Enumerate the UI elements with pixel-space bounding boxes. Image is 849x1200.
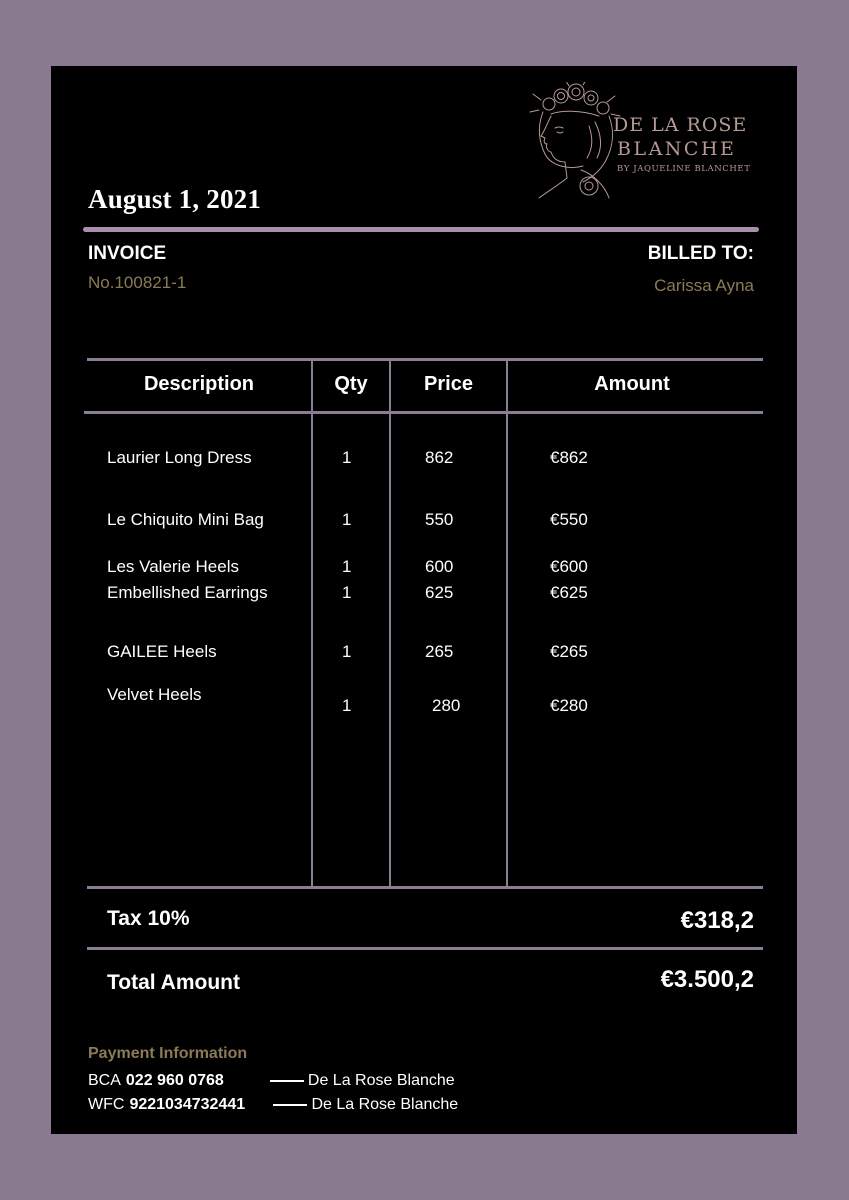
invoice-date: August 1, 2021: [88, 184, 262, 214]
item-qty: 1: [342, 557, 352, 576]
header-divider: [83, 227, 759, 232]
table-column-divider: [311, 360, 313, 887]
payment-account-row: [88, 1072, 455, 1090]
item-amount: €600: [550, 557, 588, 576]
item-qty: 1: [342, 642, 352, 661]
payment-account-row: [88, 1096, 458, 1114]
item-description: Embellished Earrings: [107, 583, 268, 602]
column-header-description: Description: [143, 373, 255, 395]
dash-separator: [273, 1104, 307, 1106]
item-price: 625: [425, 583, 454, 602]
item-price: 265: [425, 642, 454, 661]
item-amount: €550: [550, 510, 588, 529]
totals-divider: [87, 947, 763, 950]
invoice-label: INVOICE: [88, 243, 167, 264]
column-header-qty: Qty: [334, 373, 368, 395]
account-number: 9221034732441: [129, 1096, 246, 1113]
table-bottom-border: [87, 886, 763, 889]
item-qty: 1: [342, 448, 352, 467]
item-qty: 1: [342, 510, 352, 529]
table-column-divider: [389, 360, 391, 887]
table-header-border: [84, 411, 763, 414]
item-description: Laurier Long Dress: [107, 448, 252, 467]
brand-tagline: BY JAQUELINE BLANCHET: [617, 164, 751, 174]
item-amount: €280: [550, 696, 588, 715]
brand-name-line-2: BLANCHE: [617, 138, 737, 160]
billed-to-name: Carissa Ayna: [654, 276, 754, 295]
dash-separator: [270, 1080, 304, 1082]
column-header-amount: Amount: [594, 373, 670, 395]
item-price: 862: [425, 448, 454, 467]
billed-to-label: BILLED TO:: [647, 243, 754, 264]
total-amount-label: Total Amount: [107, 971, 240, 994]
brand-name-line-1: DE LA ROSE: [613, 114, 748, 136]
account-holder: De La Rose Blanche: [307, 1072, 455, 1089]
bank-name: WFC: [88, 1096, 125, 1113]
total-amount-value: €3.500,2: [660, 966, 754, 993]
item-description: Les Valerie Heels: [107, 557, 239, 576]
item-description: GAILEE Heels: [107, 642, 217, 661]
item-qty: 1: [342, 696, 352, 715]
item-qty: 1: [342, 583, 352, 602]
item-amount: €862: [550, 448, 588, 467]
tax-value: €318,2: [680, 907, 754, 934]
item-description: Velvet Heels: [107, 685, 202, 704]
item-amount: €265: [550, 642, 588, 661]
table-column-divider: [506, 360, 508, 887]
item-price: 280: [432, 696, 461, 715]
tax-label: Tax 10%: [107, 907, 190, 930]
column-header-price: Price: [424, 373, 473, 395]
item-amount: €625: [550, 583, 588, 602]
item-price: 600: [425, 557, 454, 576]
table-top-border: [87, 358, 763, 361]
item-description: Le Chiquito Mini Bag: [107, 510, 264, 529]
account-number: 022 960 0768: [125, 1072, 224, 1089]
item-price: 550: [425, 510, 454, 529]
account-holder: De La Rose Blanche: [311, 1096, 459, 1113]
bank-name: BCA: [88, 1072, 121, 1089]
invoice-card: [51, 66, 797, 1134]
payment-info-title: Payment Information: [88, 1045, 248, 1062]
invoice-number: No.100821-1: [88, 273, 187, 292]
